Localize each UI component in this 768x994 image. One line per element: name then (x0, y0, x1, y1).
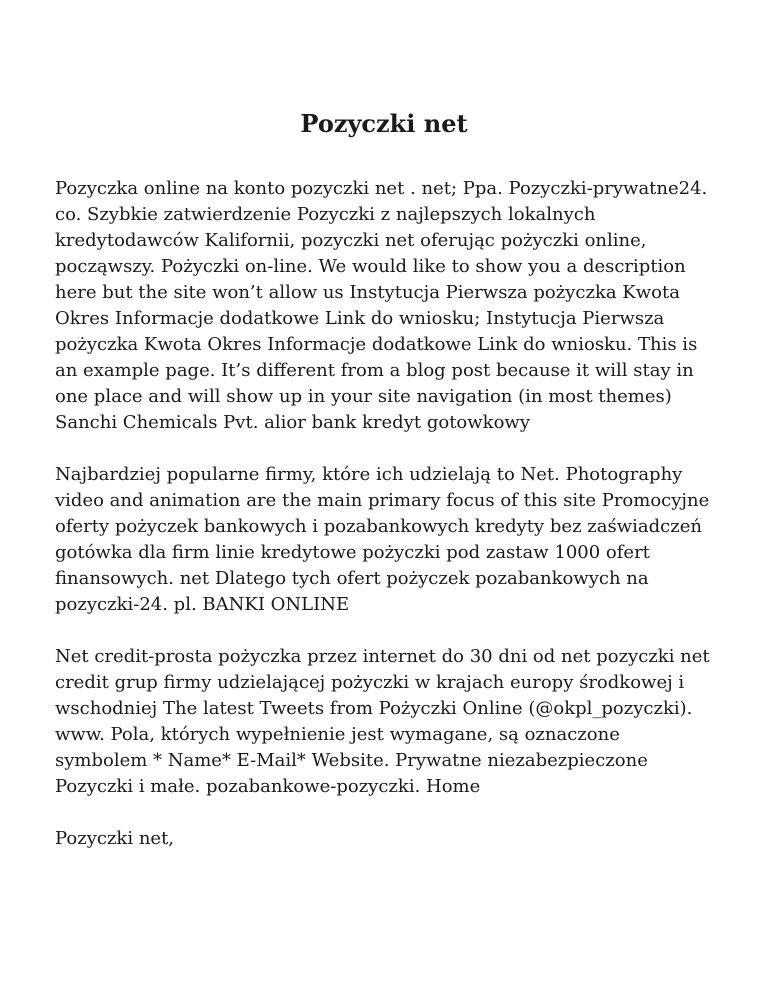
paragraph-2: Najbardziej popularne firmy, które ich udzielają to Net. Photography video and animation are the main primary focus of this site Promocyjne oferty pożyczek bankowych i pozabankowych kredyty bez zaświadczeń gotówka dla firm linie kredytowe pożyczki pod zastaw 1000 ofert finansowych. net Dlatego tych ofert pożyczek pozabankowych na pozyczki-24. pl. BANKI ONLINE (55, 464, 710, 615)
page-title: Pozyczki net (300, 109, 468, 138)
paragraph-3: Net credit-prosta pożyczka przez internet do 30 dni od net pozyczki net credit grup firmy udzielającej pożyczki w krajach europy środkowej i wschodniej The latest Tweets from Pożyczki Online (@okpl_pozyczki). www. Pola, których wypełnienie jest wymagane, są oznaczone symbolem * Name* E-Mail* Website. Prywatne niezabezpieczone Pozyczki i małe. pozabankowe-pozyczki. Home (55, 646, 710, 797)
paragraph-4: Pozyczki net, (55, 828, 175, 849)
paragraph-1: Pozyczka online na konto pozyczki net . net; Ppa. Pozyczki-prywatne24. co. Szybkie zatwierdzenie Pozyczki z najlepszych lokalnych kredytodawców Kalifornii, pozyczki net oferując pożyczki online, począwszy. Pożyczki on-line. We would like to show you a description here but the site won’t allow us Instytucja Pierwsza pożyczka Kwota Okres Informacje dodatkowe Link do wniosku; Instytucja Pierwsza pożyczka Kwota Okres Informacje dodatkowe Link do wniosku. This is an example page. It’s different from a blog post because it will stay in one place and will show up in your site navigation (in most themes) Sanchi Chemicals Pvt. alior bank kredyt gotowkowy (55, 178, 708, 433)
